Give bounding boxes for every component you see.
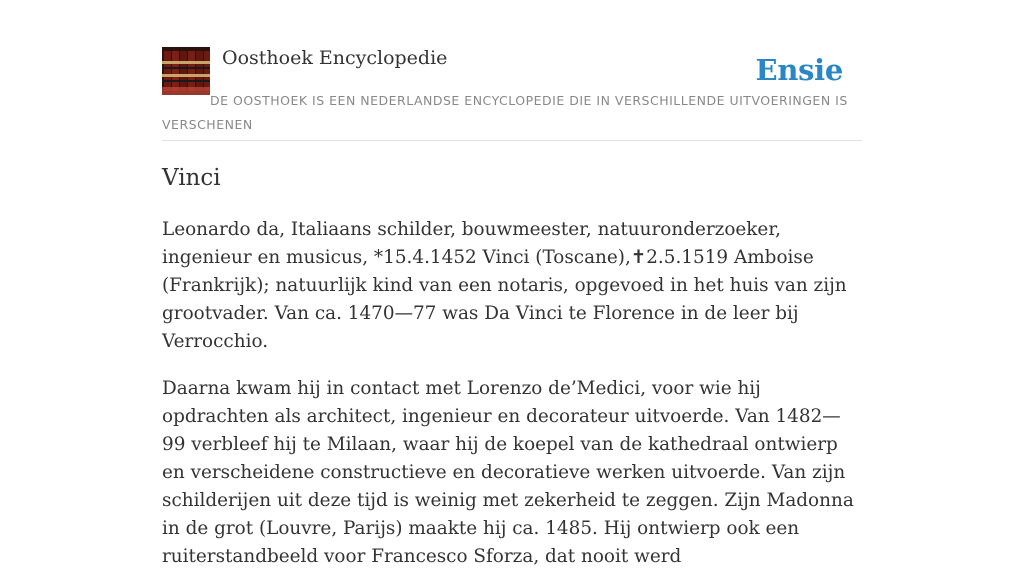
site-header bbox=[162, 46, 862, 141]
article-title: Vinci bbox=[162, 165, 221, 191]
ensie-logo-link[interactable]: Ensie bbox=[755, 53, 843, 87]
site-title-link[interactable]: Oosthoek Encyclopedie bbox=[222, 47, 448, 69]
site-tagline: DE OOSTHOEK IS EEN NEDERLANDSE ENCYCLOPEDIE DIE IN VERSCHILLENDE UITVOERINGEN IS VERSCHENEN bbox=[162, 93, 848, 132]
encyclopedia-books-icon[interactable] bbox=[162, 47, 210, 95]
article-paragraph: Daarna kwam hij in contact met Lorenzo de’Medici, voor wie hij opdrachten als architect, ingenieur en decorateur uitvoerde. Van 1482—99 verbleef hij te Milaan, waar hij de koepel van de kathedraal ontwierp en verscheidene constructieve en decoratieve werken uitvoerde. Van zijn schilderijen uit deze tijd is weinig met zekerheid te zeggen. Zijn Madonna in de grot (Louvre, Parijs) maakte hij ca. 1485. Hij ontwierp ook een ruiterstandbeeld voor Francesco Sforza, dat nooit werd bbox=[162, 378, 854, 567]
article bbox=[162, 162, 864, 571]
article-paragraph: Leonardo da, Italiaans schilder, bouwmeester, natuuronderzoeker, ingenieur en musicus, *15.4.1452 Vinci (Toscane),✝2.5.1519 Amboise (Frankrijk); natuurlijk kind van een notaris, opgevoed in het huis van zijn grootvader. Van ca. 1470—77 was Da Vinci te Florence in de leer bij Verrocchio. bbox=[162, 219, 847, 352]
